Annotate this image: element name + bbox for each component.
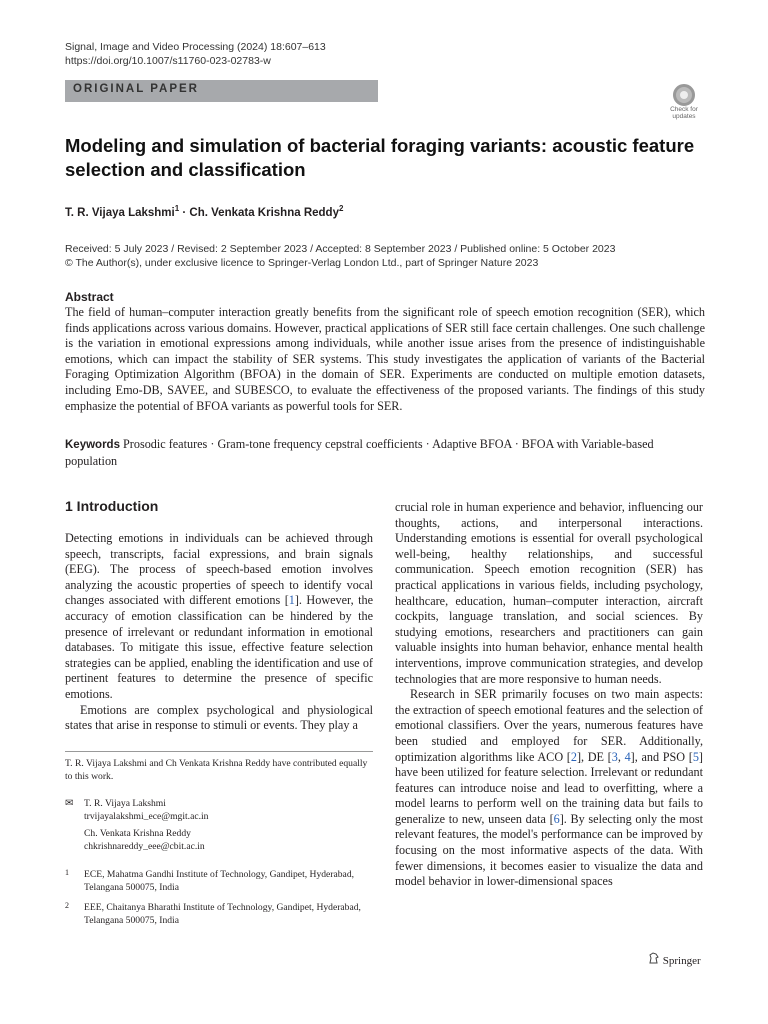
paper-type-label: ORIGINAL PAPER xyxy=(73,83,199,95)
paragraph: Detecting emotions in individuals can be achieved through speech, transcripts, facial expressions, and brain signals (EEG). The process of speech-based emotion involves analyzing the acoustic properties of speech to identify vocal changes associated with different emotions [1]. However, the accuracy of emotion classification can be hindered by the presence of irrelevant or redundant information in emotional databases. To mitigate this issue, effective feature selection strategies can be applied, enabling the identification and use of pertinent features to determine the presence of specific emotions. xyxy=(65,531,373,701)
springer-horse-icon xyxy=(648,955,663,967)
author-name[interactable]: T. R. Vijaya Lakshmi xyxy=(65,206,175,219)
affiliation-text: EEE, Chaitanya Bharathi Institute of Technology, Gandipet, Hyderabad, Telangana 500075, India xyxy=(84,902,361,926)
citation-link[interactable]: 4 xyxy=(624,749,631,764)
keywords xyxy=(65,436,705,469)
check-for-updates-badge[interactable] xyxy=(664,84,704,124)
left-column xyxy=(65,531,373,734)
paragraph: crucial role in human experience and behavior, influencing our thoughts, actions, and interpersonal interactions. Understanding emotions is essential for overall psychological well-being, healthy relationships, and successful communication. Speech emotion recognition (SER) has practical applications in various fields, including psychology, healthcare, education, human–computer interaction, aircraft cockpits, language translation, and social sciences. By studying emotions, researchers and practitioners can gain valuable insights into human behavior, enhance mental health interventions, improve communication strategies, and develop technologies that are more responsive to human needs. xyxy=(395,500,703,686)
correspondent-name: Ch. Venkata Krishna Reddy xyxy=(84,828,191,839)
badge-line1: Check for xyxy=(670,106,698,113)
paragraph: Emotions are complex psychological and physiological states that arise in response to stimuli or events. They play a xyxy=(65,702,373,733)
affiliation xyxy=(65,868,373,894)
dates-line: Received: 5 July 2023 / Revised: 2 September 2023 / Accepted: 8 September 2023 / Published online: 5 October 2023 xyxy=(65,243,616,255)
author-line xyxy=(65,204,343,219)
paragraph: Research in SER primarily focuses on two main aspects: the extraction of speech emotional features and the selection of emotional classifiers. Over the years, numerous features have been studied and employed for SER. Additionally, optimization algorithms like ACO [2], DE [3, 4], and PSO [5] have been utilized for feature selection. Irrelevant or redundant features can introduce noise and lead to overfitting, where a model learns to perform well on the training data but fails to generalize to new, unseen data [6]. By selecting only the most relevant features, the model's performance can be improved by focusing on the most informative aspects of the data. With fewer dimensions, it becomes easier to visualize the data and model behavior in lower-dimensional spaces xyxy=(395,687,703,889)
correspondent-email[interactable]: trvijayalakshmi_ece@mgit.ac.in xyxy=(84,811,209,822)
copyright-line: © The Author(s), under exclusive licence to Springer-Verlag London Ltd., part of Springer Nature 2023 xyxy=(65,257,539,269)
journal-citation: Signal, Image and Video Processing (2024) 18:607–613 xyxy=(65,41,326,53)
check-updates-icon xyxy=(673,84,695,106)
citation-link[interactable]: 1 xyxy=(288,593,295,608)
paper-type-bar xyxy=(65,80,378,102)
keywords-text: Prosodic features · Gram-tone frequency cepstral coefficients · Adaptive BFOA · BFOA with Variable-based population xyxy=(65,437,654,468)
keywords-label: Keywords xyxy=(65,439,120,451)
equal-contribution-note: T. R. Vijaya Lakshmi and Ch Venkata Krishna Reddy have contributed equally to this work. xyxy=(65,758,368,782)
affiliation-marker: 1 xyxy=(174,204,180,213)
paper-title: Modeling and simulation of bacterial foraging variants: acoustic feature selection and classification xyxy=(65,135,695,180)
publication-history xyxy=(65,242,615,270)
affiliation-marker: 2 xyxy=(338,204,344,213)
correspondent xyxy=(84,797,373,823)
author-separator: · xyxy=(179,206,190,219)
correspondent-email[interactable]: chkrishnareddy_eee@cbit.ac.in xyxy=(84,841,205,852)
affiliation-number: 2 xyxy=(65,901,69,910)
citation-link[interactable]: 5 xyxy=(692,749,699,764)
citation-link[interactable]: 6 xyxy=(553,811,560,826)
author-name[interactable]: Ch. Venkata Krishna Reddy xyxy=(189,206,339,219)
citation-link[interactable]: 2 xyxy=(570,749,577,764)
affiliation-number: 1 xyxy=(65,868,69,877)
corresponding-authors xyxy=(65,797,373,853)
abstract-heading: Abstract xyxy=(65,290,114,304)
doi-link[interactable]: https://doi.org/10.1007/s11760-023-02783-w xyxy=(65,55,271,67)
envelope-icon: ✉ xyxy=(65,798,74,809)
citation-link[interactable]: 3 xyxy=(611,749,618,764)
affiliation-text: ECE, Mahatma Gandhi Institute of Technology, Gandipet, Hyderabad, Telangana 500075, India xyxy=(84,869,355,893)
badge-line2: updates xyxy=(672,113,696,120)
publisher-name: Springer xyxy=(662,955,701,967)
abstract-text: The field of human–computer interaction greatly benefits from the significant role of speech emotion recognition (SER), which finds applications across various domains. However, practical applications of SER still face certain challenges. One such challenge is the variation in emotional expressions among individuals, while another issue arises from the presence of indistinguishable emotions, which can impact the stability of SER systems. This study investigates the application of variants of the Bacterial Foraging Optimization Algorithm (BFOA) in the domain of SER. Experiments are conducted on multiple emotion datasets, including Emo-DB, SAVEE, and SUBESCO, to evaluate the effectiveness of the proposed variants. The findings of this study emphasize the potential of BFOA variants as powerful tools for SER. xyxy=(65,305,705,413)
footnote-divider xyxy=(65,751,373,752)
right-column xyxy=(395,500,703,890)
section-heading-introduction: 1 Introduction xyxy=(65,498,159,514)
publisher-logo xyxy=(648,952,701,967)
correspondent xyxy=(84,827,373,853)
correspondent-name: T. R. Vijaya Lakshmi xyxy=(84,798,166,809)
affiliation xyxy=(65,901,373,927)
journal-meta xyxy=(65,40,326,68)
